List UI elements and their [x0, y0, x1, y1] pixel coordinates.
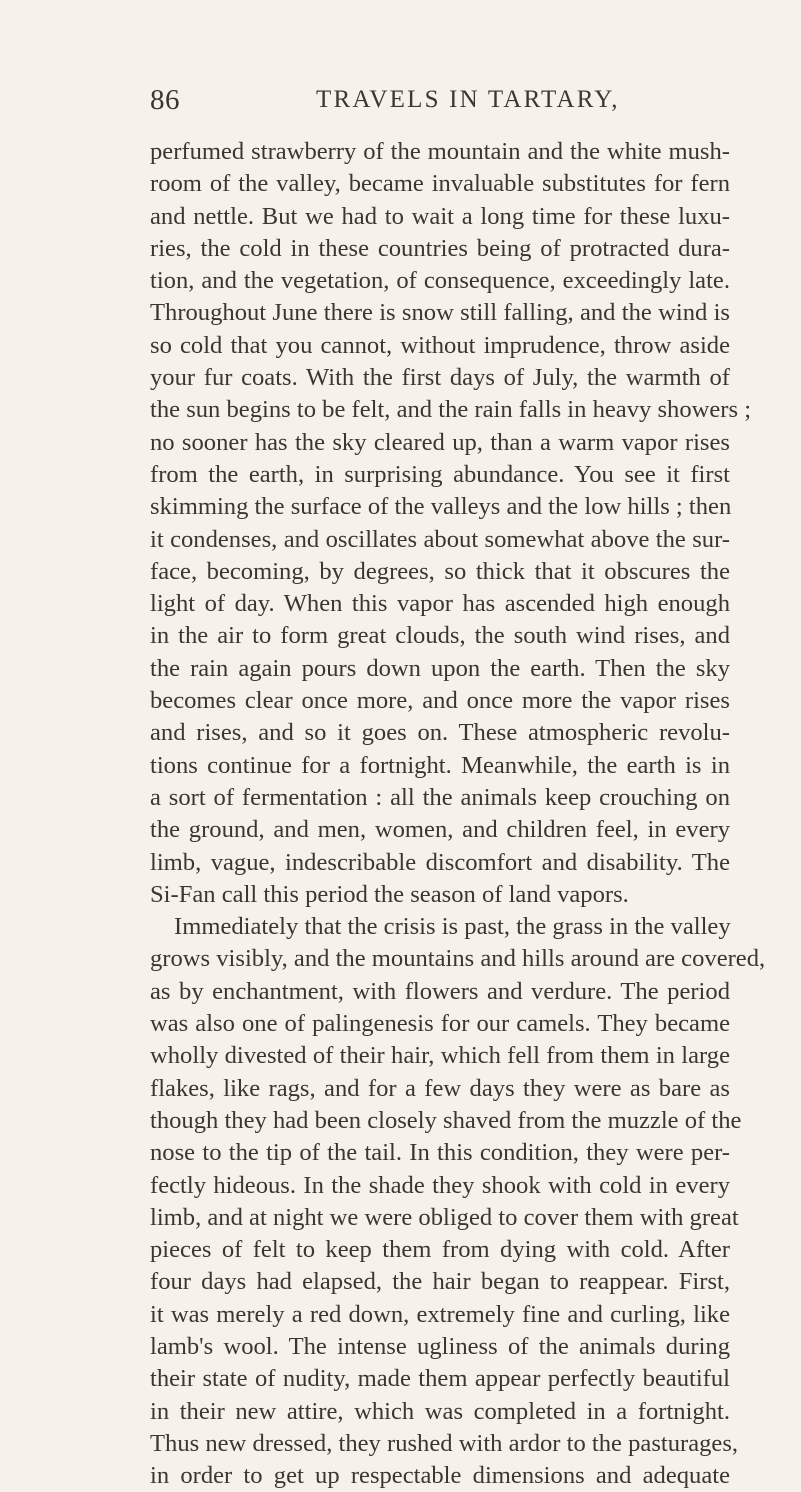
text-line: no sooner has the sky cleared up, than a warm vapor rises — [150, 428, 730, 456]
text-line: perfumed strawberry of the mountain and the white mush- — [150, 138, 730, 165]
text-line: from the earth, in surprising abundance. You see it first — [150, 460, 730, 488]
text-line: a sort of fermentation : all the animals keep crouching on — [150, 783, 730, 811]
text-line: it condenses, and oscillates about somewhat above the sur- — [150, 525, 730, 553]
body-text — [150, 136, 766, 1492]
text-line: limb, vague, indescribable discomfort and disability. The — [150, 848, 730, 876]
text-line: wholly divested of their hair, which fell from them in large — [150, 1042, 730, 1070]
text-line: it was merely a red down, extremely fine and curling, like — [150, 1300, 730, 1328]
text-line: the sun begins to be felt, and the rain falls in heavy showers ; — [150, 396, 752, 424]
text-line: pieces of felt to keep them from dying with cold. After — [150, 1236, 730, 1264]
text-line: lamb's wool. The intense ugliness of the animals during — [150, 1332, 730, 1360]
text-line: was also one of palingenesis for our camels. They became — [150, 1010, 730, 1038]
text-line: room of the valley, became invaluable substitutes for fern — [150, 170, 730, 198]
text-line: in order to get up respectable dimensions and adequate — [150, 1462, 730, 1490]
text-line: four days had elapsed, the hair began to reappear. First, — [150, 1268, 730, 1296]
text-line: face, becoming, by degrees, so thick that it obscures the — [150, 557, 730, 585]
text-line: flakes, like rags, and for a few days they were as bare as — [150, 1074, 730, 1102]
text-line: though they had been closely shaved from the muzzle of the — [150, 1106, 742, 1134]
text-line: nose to the tip of the tail. In this condition, they were per- — [150, 1139, 730, 1167]
text-line: your fur coats. With the first days of July, the warmth of — [150, 364, 730, 392]
text-line: ries, the cold in these countries being of protracted dura- — [150, 234, 730, 262]
text-line: limb, and at night we were obliged to cover them with great — [150, 1203, 739, 1231]
text-line: Si-Fan call this period the season of land vapors. — [150, 880, 629, 908]
text-line: their state of nudity, made them appear perfectly beautiful — [150, 1365, 730, 1393]
text-line: the rain again pours down upon the earth. Then the sky — [150, 654, 730, 682]
text-line: so cold that you cannot, without imprudence, throw aside — [150, 331, 730, 359]
text-line: tion, and the vegetation, of consequence, exceedingly late. — [150, 267, 730, 295]
text-line: and nettle. But we had to wait a long time for these luxu- — [150, 202, 730, 230]
text-line: as by enchantment, with flowers and verdure. The period — [150, 977, 730, 1005]
text-line: in the air to form great clouds, the south wind rises, and — [150, 622, 730, 650]
text-line: in their new attire, which was completed in a fortnight. — [150, 1397, 730, 1425]
running-head — [150, 84, 730, 124]
text-line: fectly hideous. In the shade they shook with cold in every — [150, 1171, 730, 1199]
text-line: skimming the surface of the valleys and the low hills ; then — [150, 493, 732, 521]
text-line: becomes clear once more, and once more the vapor rises — [150, 687, 730, 715]
text-line: Throughout June there is snow still falling, and the wind is — [150, 299, 730, 327]
text-line: light of day. When this vapor has ascended high enough — [150, 590, 730, 618]
text-line: grows visibly, and the mountains and hills around are covered, — [150, 945, 766, 973]
running-title: TRAVELS IN TARTARY, — [316, 86, 620, 113]
text-line: tions continue for a fortnight. Meanwhile, the earth is in — [150, 751, 730, 779]
text-line: and rises, and so it goes on. These atmospheric revolu- — [150, 719, 730, 747]
text-line: Immediately that the crisis is past, the grass in the valley — [174, 913, 731, 941]
page-number: 86 — [150, 84, 180, 116]
text-line: the ground, and men, women, and children feel, in every — [150, 816, 730, 844]
text-line: Thus new dressed, they rushed with ardor to the pasturages, — [150, 1429, 739, 1457]
